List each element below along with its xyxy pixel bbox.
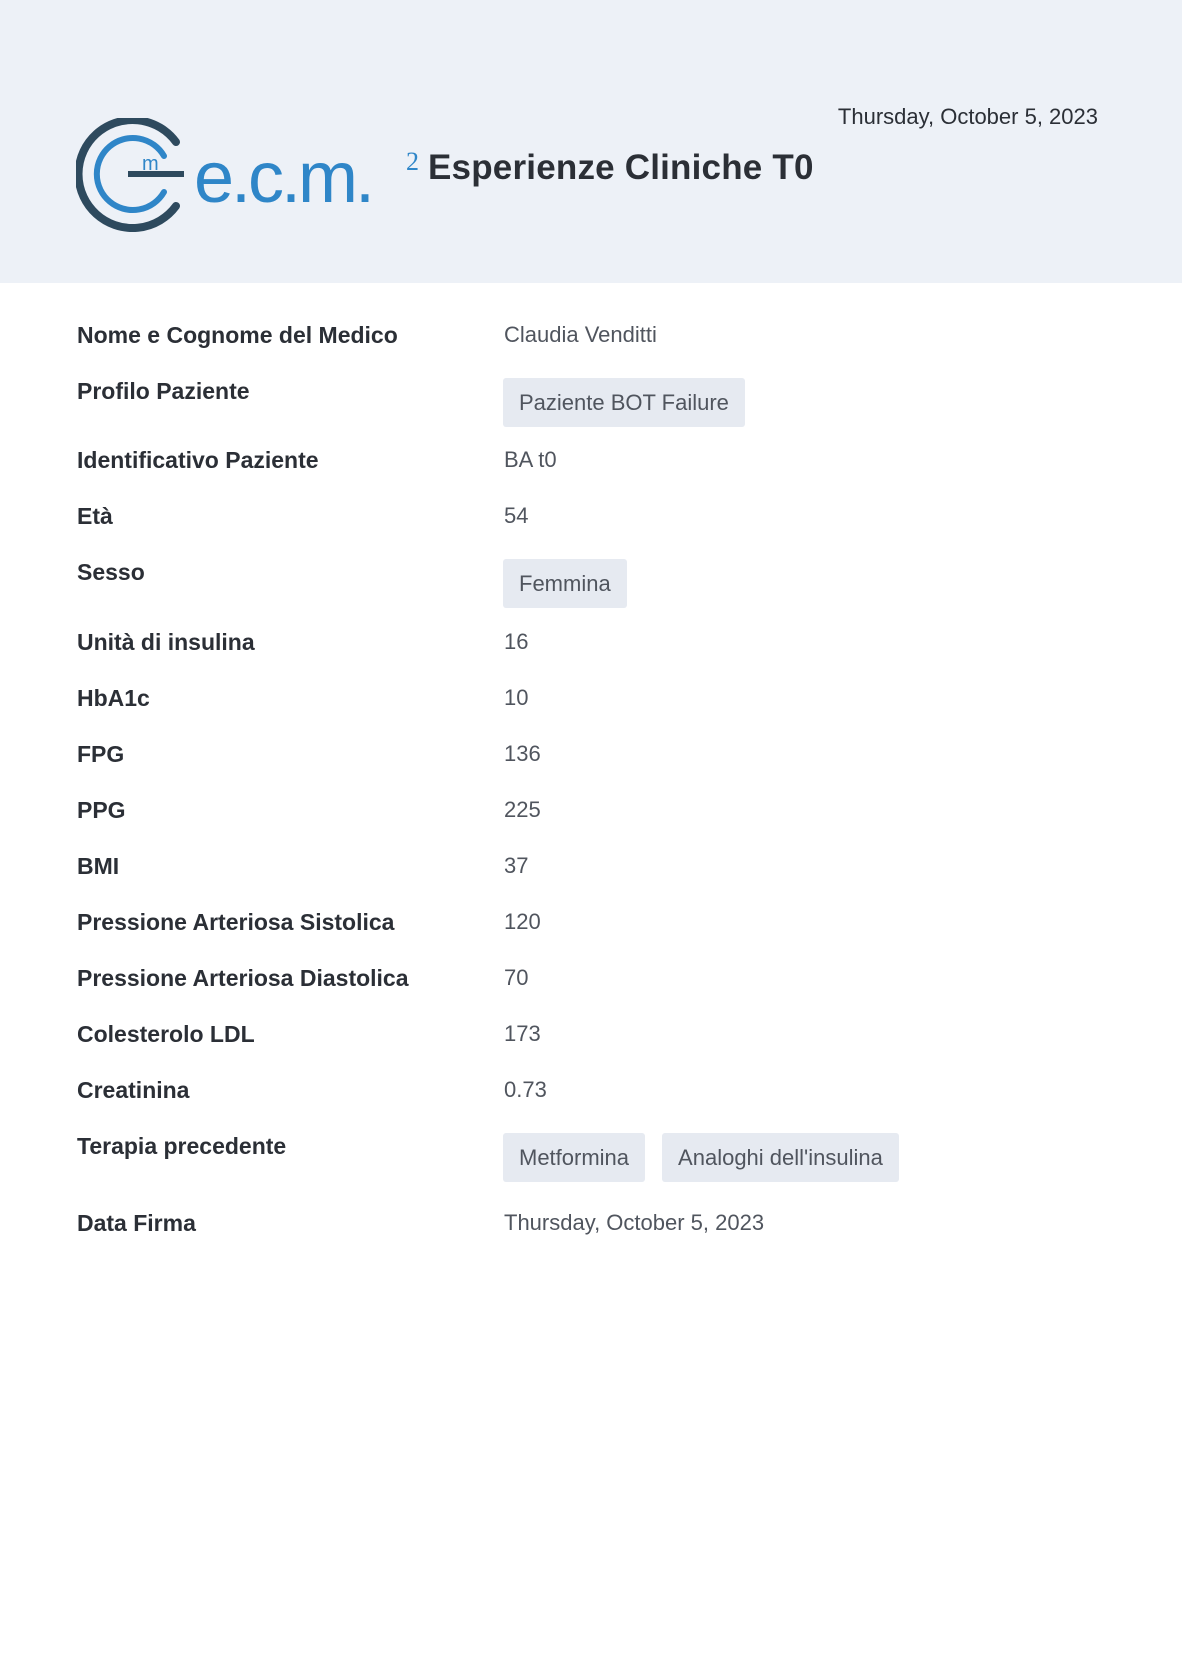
field-value: 0.73 xyxy=(504,1077,547,1102)
logo-mark-letter: m xyxy=(142,153,159,175)
field-value: 10 xyxy=(504,685,529,710)
field-label: Pressione Arteriosa Diastolica xyxy=(77,965,409,991)
field-value: Thursday, October 5, 2023 xyxy=(504,1210,765,1235)
field-chip: Metformina xyxy=(503,1133,645,1182)
field-label: Data Firma xyxy=(77,1210,196,1236)
field-label: Nome e Cognome del Medico xyxy=(77,322,398,348)
field-value: 136 xyxy=(504,741,541,766)
field-label: Età xyxy=(77,503,113,529)
field-label: Colesterolo LDL xyxy=(77,1021,255,1047)
field-label: PPG xyxy=(77,797,126,823)
field-label: Profilo Paziente xyxy=(77,378,250,404)
field-chip-group xyxy=(503,559,627,608)
field-label: Identificativo Paziente xyxy=(77,447,319,473)
header-date: Thursday, October 5, 2023 xyxy=(837,104,1098,129)
field-label: Unità di insulina xyxy=(77,629,255,655)
field-value: 225 xyxy=(504,797,541,822)
field-chip: Analoghi dell'insulina xyxy=(662,1133,899,1182)
field-label: FPG xyxy=(77,741,125,767)
field-value: 70 xyxy=(504,965,529,990)
field-chip: Femmina xyxy=(503,559,627,608)
field-label: Sesso xyxy=(77,559,145,585)
form-title: Esperienze Cliniche T0 xyxy=(428,148,814,187)
ecm-logo xyxy=(76,118,426,238)
field-chip: Paziente BOT Failure xyxy=(503,378,745,427)
field-label: Pressione Arteriosa Sistolica xyxy=(77,909,395,935)
page-header xyxy=(0,0,1182,283)
field-label: Terapia precedente xyxy=(77,1133,287,1159)
field-value: Claudia Venditti xyxy=(504,322,657,347)
field-chip-group xyxy=(503,378,745,427)
field-value: 173 xyxy=(504,1021,541,1046)
field-value: 16 xyxy=(504,629,529,654)
field-label: HbA1c xyxy=(77,685,150,711)
field-value: BA t0 xyxy=(504,447,557,472)
logo-wordmark: e.c.m. xyxy=(194,138,373,218)
field-chip-group xyxy=(503,1133,899,1182)
field-label: BMI xyxy=(77,853,120,879)
field-label: Creatinina xyxy=(77,1077,190,1103)
field-value: 54 xyxy=(504,503,529,528)
field-value: 120 xyxy=(504,909,541,934)
field-value: 37 xyxy=(504,853,529,878)
logo-superscript: 2 xyxy=(406,147,419,176)
